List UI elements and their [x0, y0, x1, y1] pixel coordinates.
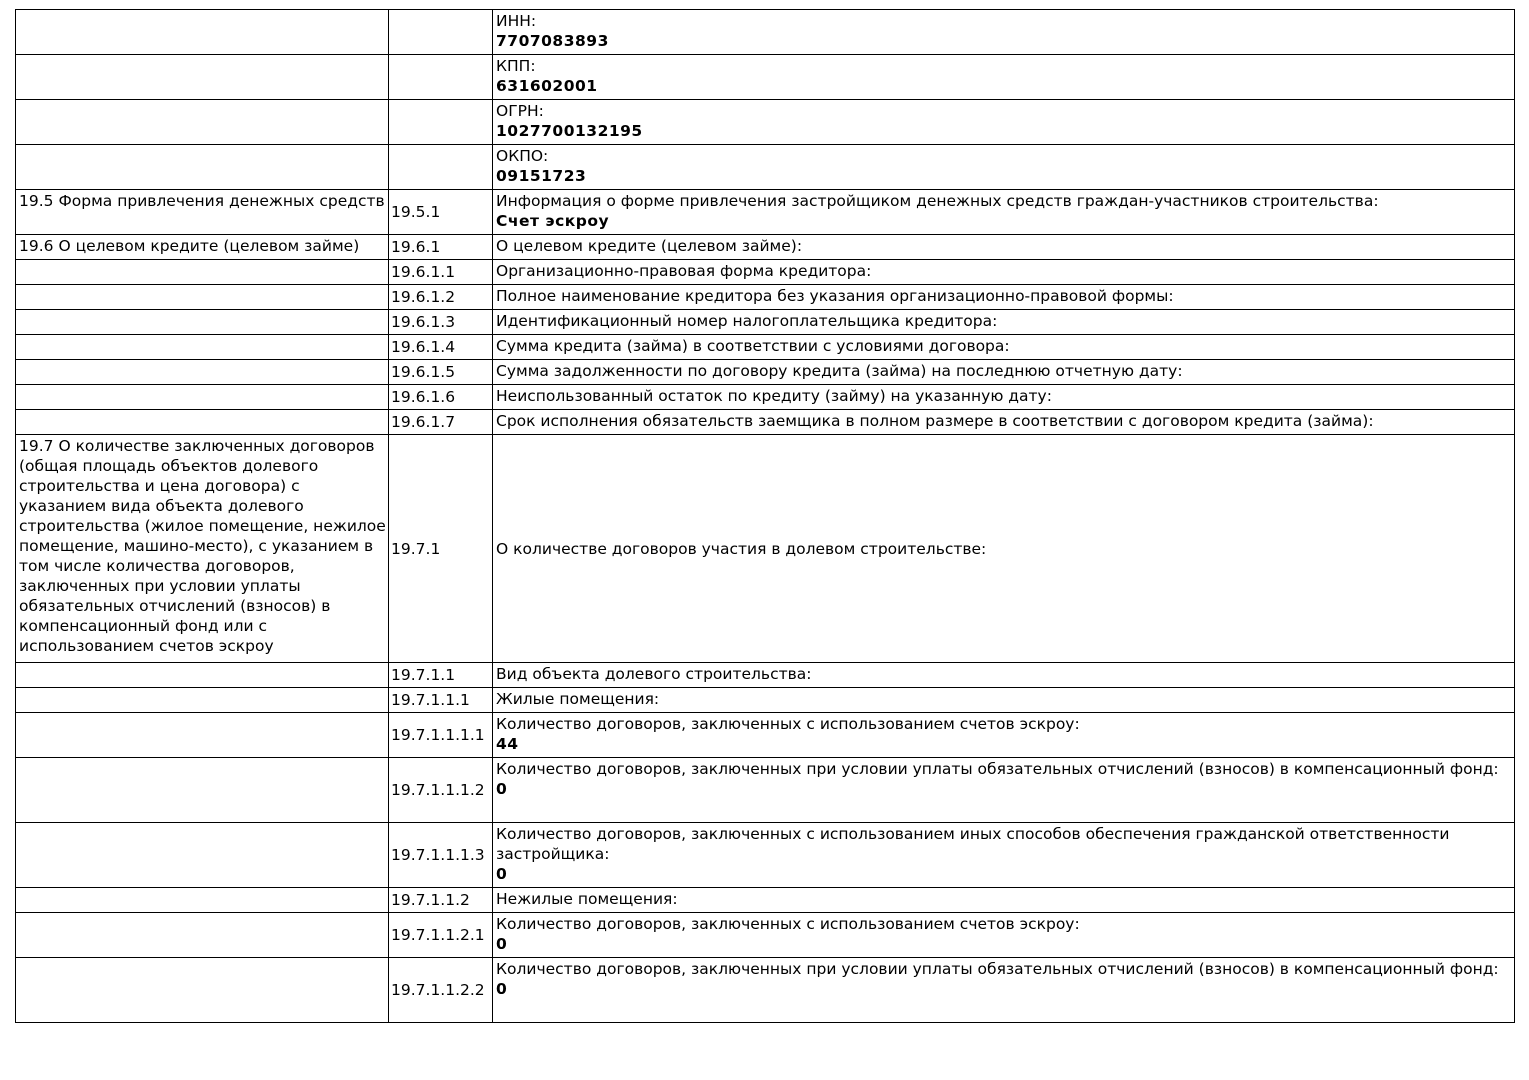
- section-cell: [16, 958, 389, 1023]
- field-label: Жилые помещения:: [496, 690, 660, 708]
- field-label: ИНН:: [496, 12, 537, 30]
- item-number: 19.6.1.5: [389, 360, 493, 385]
- field-value: 0: [496, 865, 508, 883]
- table-row: [16, 190, 1515, 235]
- section-cell: [16, 663, 389, 688]
- table-row: [16, 823, 1515, 888]
- table-row: [16, 385, 1515, 410]
- field-cell: [493, 10, 1515, 55]
- section-cell: [16, 888, 389, 913]
- field-label: Информация о форме привлечения застройщиком денежных средств граждан-участников строительства:: [496, 192, 1379, 210]
- field-value: Счет эскроу: [496, 212, 610, 230]
- item-number: [389, 100, 493, 145]
- field-label: Вид объекта долевого строительства:: [496, 665, 812, 683]
- field-label: Полное наименование кредитора без указания организационно-правовой формы:: [496, 287, 1174, 305]
- field-cell: [493, 310, 1515, 335]
- item-number: 19.7.1.1.2.2: [389, 958, 493, 1023]
- item-number: 19.5.1: [389, 190, 493, 235]
- section-cell: [16, 758, 389, 823]
- field-cell: [493, 385, 1515, 410]
- section-cell: [16, 10, 389, 55]
- section-cell: [16, 913, 389, 958]
- item-number: 19.6.1.3: [389, 310, 493, 335]
- table-row: [16, 888, 1515, 913]
- item-number: 19.6.1.1: [389, 260, 493, 285]
- field-label: ОКПО:: [496, 147, 549, 165]
- field-label: Количество договоров, заключенных с использованием счетов эскроу:: [496, 715, 1080, 733]
- field-cell: [493, 688, 1515, 713]
- table-row: [16, 235, 1515, 260]
- field-cell: [493, 145, 1515, 190]
- table-row: [16, 360, 1515, 385]
- item-number: 19.7.1.1.1: [389, 688, 493, 713]
- field-label: Количество договоров, заключенных с использованием иных способов обеспечения гражданской ответственности застройщика:: [496, 825, 1450, 863]
- field-cell: [493, 260, 1515, 285]
- field-label: Срок исполнения обязательств заемщика в полном размере в соответствии с договором кредита (займа):: [496, 412, 1374, 430]
- section-cell: [16, 55, 389, 100]
- table-row: [16, 145, 1515, 190]
- field-label: Сумма задолженности по договору кредита (займа) на последнюю отчетную дату:: [496, 362, 1183, 380]
- item-number: 19.6.1: [389, 235, 493, 260]
- field-label: Нежилые помещения:: [496, 890, 678, 908]
- field-value: 09151723: [496, 167, 587, 185]
- field-cell: [493, 758, 1515, 823]
- item-number: [389, 10, 493, 55]
- field-label: Количество договоров, заключенных при условии уплаты обязательных отчислений (взносов) в компенсационный фонд:: [496, 960, 1499, 978]
- field-cell: [493, 190, 1515, 235]
- item-number: 19.7.1: [389, 435, 493, 663]
- section-cell: [16, 360, 389, 385]
- item-number: 19.7.1.1.2.1: [389, 913, 493, 958]
- field-cell: [493, 713, 1515, 758]
- table-row: [16, 260, 1515, 285]
- field-cell: [493, 958, 1515, 1023]
- section-cell: 19.7 О количестве заключенных договоров (общая площадь объектов долевого строительства и цена договора) с указанием вида объекта долевого строительства (жилое помещение, нежилое помещение, машино-место), с указанием в том числе количества договоров, заключенных при условии уплаты обязательных отчислений (взносов) в компенсационный фонд или с использованием счетов эскроу: [16, 435, 389, 663]
- field-label: КПП:: [496, 57, 536, 75]
- field-label: Количество договоров, заключенных при условии уплаты обязательных отчислений (взносов) в компенсационный фонд:: [496, 760, 1499, 778]
- table-row: [16, 713, 1515, 758]
- section-cell: [16, 260, 389, 285]
- field-label: Сумма кредита (займа) в соответствии с условиями договора:: [496, 337, 1010, 355]
- item-number: 19.6.1.7: [389, 410, 493, 435]
- field-value: 44: [496, 735, 519, 753]
- section-cell: 19.5 Форма привлечения денежных средств: [16, 190, 389, 235]
- field-cell: [493, 335, 1515, 360]
- item-number: 19.6.1.4: [389, 335, 493, 360]
- table-row: [16, 55, 1515, 100]
- field-label: Идентификационный номер налогоплательщика кредитора:: [496, 312, 998, 330]
- table-row: [16, 913, 1515, 958]
- item-number: 19.7.1.1.2: [389, 888, 493, 913]
- field-value: 0: [496, 980, 508, 998]
- item-number: 19.6.1.2: [389, 285, 493, 310]
- field-value: 7707083893: [496, 32, 609, 50]
- field-cell: [493, 360, 1515, 385]
- section-cell: [16, 385, 389, 410]
- field-cell: [493, 100, 1515, 145]
- section-cell: [16, 285, 389, 310]
- section-cell: [16, 310, 389, 335]
- field-cell: [493, 235, 1515, 260]
- section-cell: [16, 410, 389, 435]
- table-row: [16, 758, 1515, 823]
- field-value: 631602001: [496, 77, 598, 95]
- field-label: Количество договоров, заключенных с использованием счетов эскроу:: [496, 915, 1080, 933]
- field-value: 0: [496, 935, 508, 953]
- table-row: [16, 335, 1515, 360]
- field-label: О количестве договоров участия в долевом строительстве:: [496, 539, 987, 558]
- item-number: 19.6.1.6: [389, 385, 493, 410]
- item-number: [389, 55, 493, 100]
- table-row: [16, 958, 1515, 1023]
- item-number: 19.7.1.1.1.1: [389, 713, 493, 758]
- section-cell: [16, 688, 389, 713]
- field-label: Организационно-правовая форма кредитора:: [496, 262, 872, 280]
- field-cell: [493, 823, 1515, 888]
- field-label: Неиспользованный остаток по кредиту (займу) на указанную дату:: [496, 387, 1052, 405]
- table-row: [16, 100, 1515, 145]
- table-row: [16, 410, 1515, 435]
- section-cell: [16, 335, 389, 360]
- field-value: 1027700132195: [496, 122, 643, 140]
- table-row: [16, 663, 1515, 688]
- field-cell: [493, 55, 1515, 100]
- item-number: 19.7.1.1.1.3: [389, 823, 493, 888]
- section-cell: [16, 713, 389, 758]
- field-label: ОГРН:: [496, 102, 544, 120]
- field-cell: [493, 435, 1515, 663]
- section-cell: [16, 823, 389, 888]
- table-row: [16, 310, 1515, 335]
- field-cell: [493, 410, 1515, 435]
- field-label: О целевом кредите (целевом займе):: [496, 237, 803, 255]
- field-value: 0: [496, 780, 508, 798]
- section-cell: [16, 100, 389, 145]
- table-row: [16, 435, 1515, 663]
- item-number: 19.7.1.1: [389, 663, 493, 688]
- table-row: [16, 688, 1515, 713]
- section-cell: 19.6 О целевом кредите (целевом займе): [16, 235, 389, 260]
- disclosure-table: [15, 9, 1515, 1023]
- section-cell: [16, 145, 389, 190]
- field-cell: [493, 663, 1515, 688]
- field-cell: [493, 285, 1515, 310]
- table-row: [16, 10, 1515, 55]
- field-cell: [493, 913, 1515, 958]
- item-number: [389, 145, 493, 190]
- table-row: [16, 285, 1515, 310]
- field-cell: [493, 888, 1515, 913]
- item-number: 19.7.1.1.1.2: [389, 758, 493, 823]
